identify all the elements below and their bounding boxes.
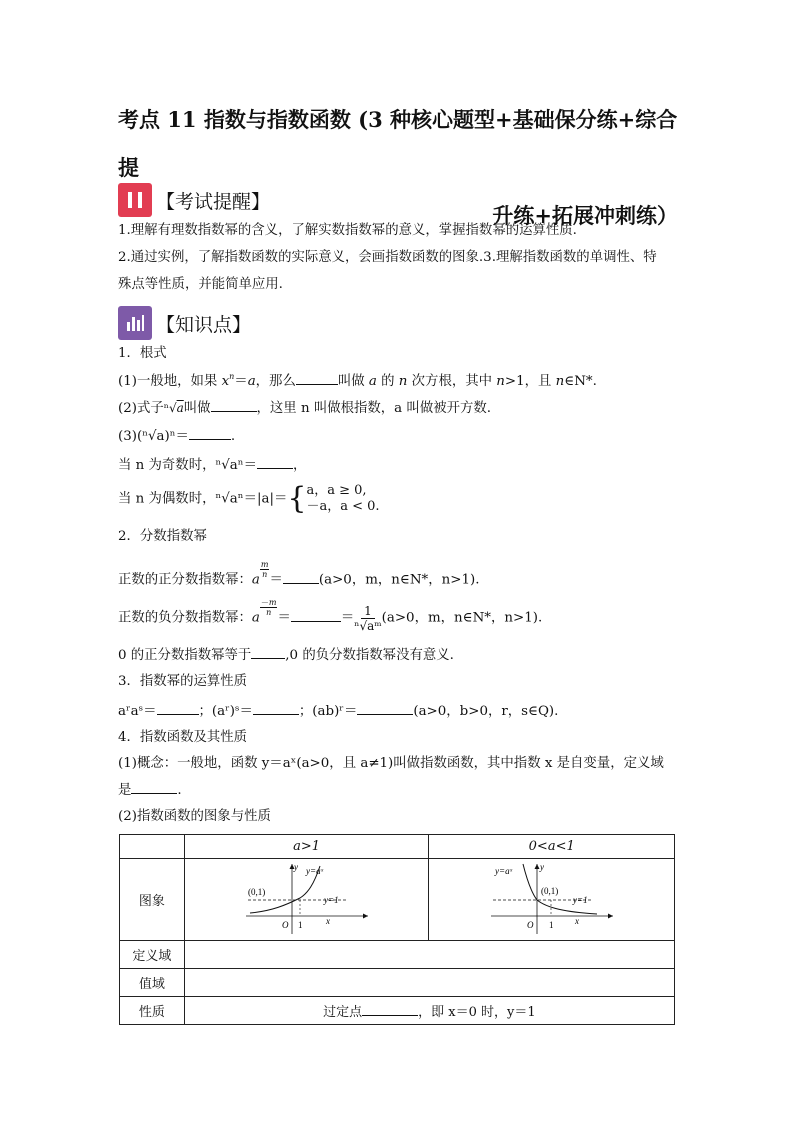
heading-exponential-function: 4．指数函数及其性质: [118, 730, 248, 745]
title-line-2: 升练+拓展冲刺练）: [492, 203, 678, 228]
svg-text:y=aˣ: y=aˣ: [305, 865, 323, 876]
roman-two-icon: [118, 183, 152, 217]
concept-line-3: (2)指数函数的图象与性质: [118, 809, 271, 824]
reminder-paragraph-1: 1.理解有理数指数幂的含义，了解实数指数幂的意义，掌握指数幂的运算性质.: [118, 223, 577, 238]
heading-radical: 1．根式: [118, 346, 167, 361]
svg-text:y=1: y=1: [323, 894, 339, 905]
table-row-graph: [120, 859, 675, 941]
section-heading: 【知识点】: [156, 313, 252, 336]
fractional-zero: 0 的正分数指数幂等于 ,0 的负分数指数幂没有意义.: [118, 648, 454, 663]
table-row-property: [120, 997, 675, 1025]
svg-text:x: x: [574, 915, 579, 926]
exponential-properties-table: [119, 834, 675, 1025]
radical-line-even: 当 n 为偶数时，ⁿ√aⁿ＝|a|＝{ a，a ≥ 0, －a，a < 0.: [118, 481, 380, 516]
section-heading: 【考试提醒】: [156, 190, 271, 213]
section-exam-reminder-header: [118, 183, 270, 217]
svg-text:(0,1): (0,1): [540, 885, 558, 896]
svg-text:y: y: [293, 861, 298, 872]
page-title: [118, 96, 678, 240]
answer-blank: [131, 781, 177, 794]
svg-text:y: y: [539, 861, 544, 872]
concept-line-1: (1)概念：一般地，函数 y＝aˣ(a>0，且 a≠1)叫做指数函数，其中指数 x 是自变量，定义域: [118, 756, 664, 771]
decreasing-exponential-graph: [487, 860, 617, 936]
svg-text:O: O: [526, 919, 534, 930]
range-answer-cell: [184, 969, 674, 997]
radical-line-1: (1)一般地，如果 $x^n=a$，那么 叫做 a 的 n 次方根，其中 n>1，且 n∈N*.: [118, 372, 597, 389]
answer-blank: [253, 702, 299, 715]
graph-increasing: [184, 859, 429, 941]
answer-blank: [283, 571, 319, 584]
table-header-a-lt-1: 0<a<1: [429, 835, 675, 859]
svg-text:x: x: [325, 915, 330, 926]
heading-operation-rules: 3．指数幂的运算性质: [118, 674, 248, 689]
table-row-range: [120, 969, 675, 997]
radical-line-3: (3)(ⁿ√a)ⁿ＝ .: [118, 429, 236, 444]
row-label-range: 值域: [120, 969, 185, 997]
answer-blank: [362, 1003, 418, 1016]
table-row-domain: [120, 941, 675, 969]
svg-text:1: 1: [297, 919, 303, 930]
svg-text:1: 1: [548, 919, 554, 930]
table-cell: [120, 835, 185, 859]
reminder-paragraph-2b: 殊点等性质，并能简单应用.: [118, 277, 283, 292]
answer-blank: [251, 646, 285, 659]
radical-line-2: (2)式子ⁿ√a叫做 ，这里 n 叫做根指数，a 叫做被开方数.: [118, 401, 492, 416]
table-header-row: [120, 835, 675, 859]
increasing-exponential-graph: [242, 860, 372, 936]
answer-blank: [257, 456, 293, 469]
reminder-paragraph-2a: 2.通过实例，了解指数函数的实际意义，会画指数函数的图象.3.理解指数函数的单调性、特: [118, 250, 657, 265]
operation-rules: aʳaˢ＝ ；(aʳ)ˢ＝ ；(ab)ʳ＝ (a>0，b>0，r，s∈Q).: [118, 704, 559, 719]
fractional-positive: 正数的正分数指数幂：a $^{\frac{m}{n}}$ ＝ (a>0，m，n∈N*，n>1).: [118, 560, 480, 588]
row-label-graph: 图象: [120, 859, 185, 941]
table-header-a-gt-1: a>1: [184, 835, 429, 859]
answer-blank: [157, 702, 199, 715]
row-label-domain: 定义域: [120, 941, 185, 969]
property-cell: 过定点 ，即 x＝0 时，y＝1: [184, 997, 674, 1025]
heading-fractional-power: 2．分数指数幂: [118, 529, 207, 544]
answer-blank: [189, 427, 231, 440]
bar-chart-icon: [118, 306, 152, 340]
answer-blank: [291, 609, 341, 622]
svg-text:O: O: [281, 919, 289, 930]
concept-line-2: 是 .: [118, 783, 182, 798]
row-label-property: 性质: [120, 997, 185, 1025]
answer-blank: [211, 399, 257, 412]
domain-answer-cell: [184, 941, 674, 969]
svg-text:y=1: y=1: [572, 894, 588, 905]
fractional-negative: 正数的负分数指数幂：a $^{\frac{-m}{n}}$ ＝ ＝ $\frac{1}{\text{ⁿ√aᵐ}}$ (a>0，m，n∈N*，n>1).: [118, 598, 543, 633]
radical-line-odd: 当 n 为奇数时，ⁿ√aⁿ＝ ，: [118, 458, 307, 473]
section-knowledge-header: [118, 306, 251, 340]
svg-text:y=aˣ: y=aˣ: [494, 865, 512, 876]
title-line-1: 考点 11 指数与指数函数 (3 种核心题型+基础保分练+综合提: [118, 107, 678, 180]
graph-decreasing: [429, 859, 675, 941]
svg-text:(0,1): (0,1): [247, 886, 265, 897]
answer-blank: [296, 372, 338, 385]
answer-blank: [357, 702, 413, 715]
